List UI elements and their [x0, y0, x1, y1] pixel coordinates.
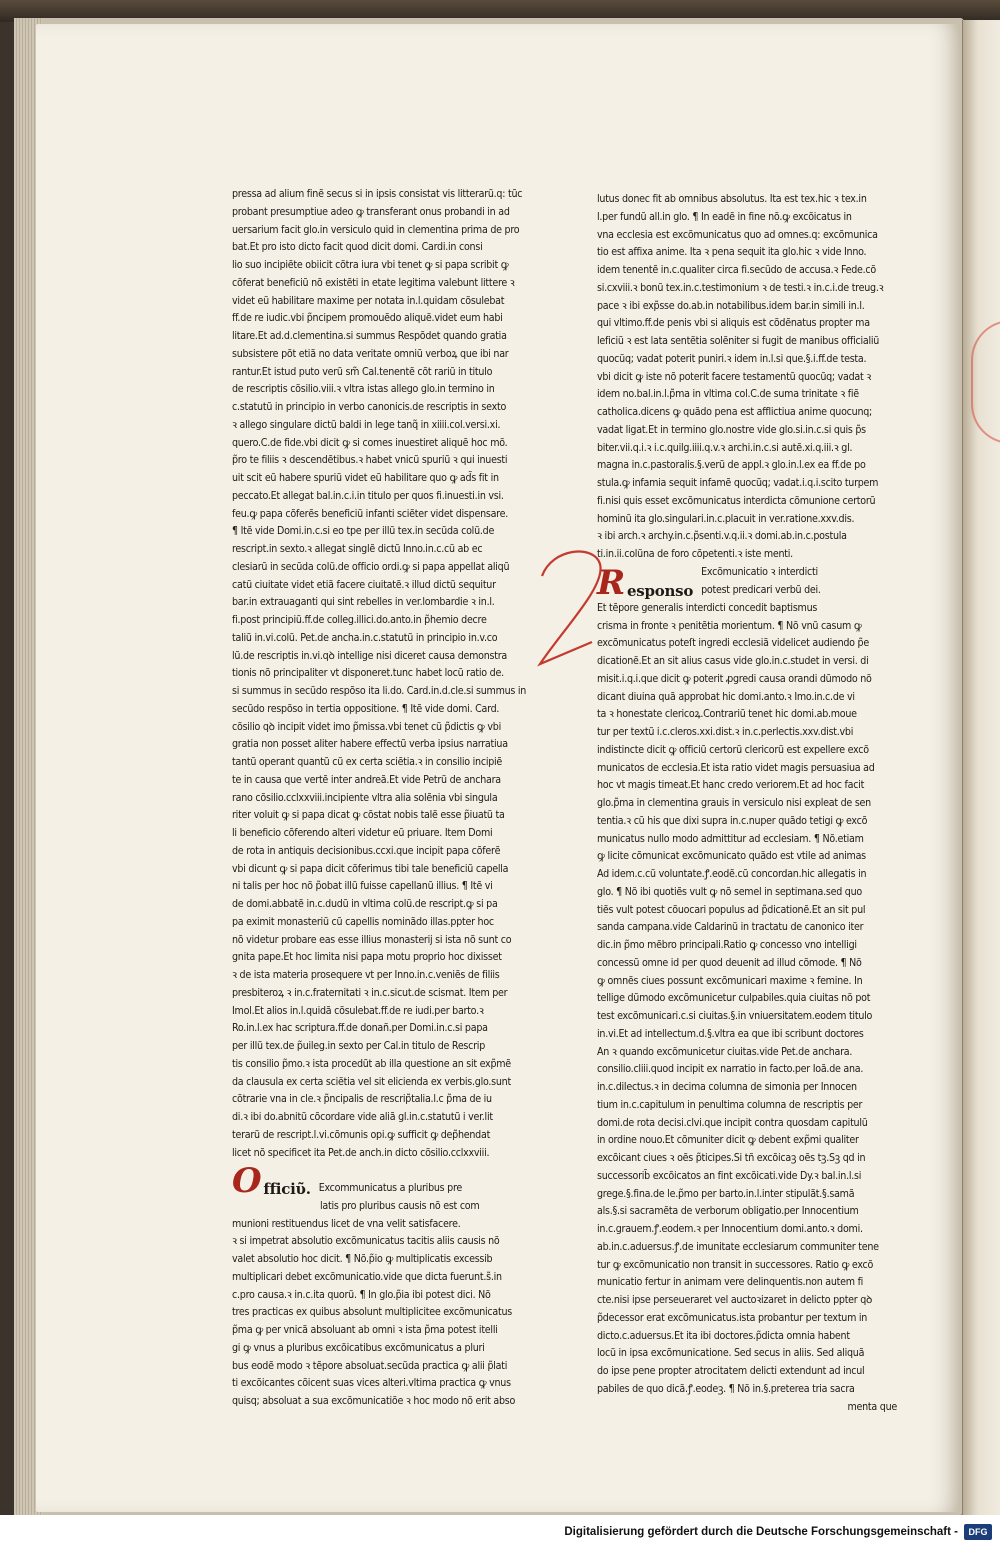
text-line: peccato.Et allegat bal.in.c.i.in titulo per quos fi.inuesti.in vsi. [232, 489, 504, 502]
text-line: si.cxviii.ꝛ bonũ tex.in.c.testimonium ꝛ de testi.ꝛ in.c.i.de treug.ꝛ [597, 281, 884, 294]
text-line: gnita pape.Et hoc limita nisi papa motu proprio hoc dixisset [232, 951, 502, 964]
rubricated-initial: O [232, 1160, 262, 1201]
text-line: nõ videtur probare eas esse illius monasterij si ista nõ sunt co [232, 933, 512, 946]
text-line: fi.post principiũ.ff.de colleg.illici.do.anto.in p̃hemio decre [232, 614, 487, 626]
text-line: vbi dicit ꝙ iste nõ poterit facere testamentũ quocũq; vadat ꝛ [597, 370, 872, 383]
text-line: hoc vt magis timeat.Et hanc credo veriorem.Et ad hoc facit [597, 779, 865, 792]
text-line: c.statutũ in principio in verbo canonicis.de rescriptis in sexto [232, 401, 507, 413]
text-line: concessũ omne id per quod deuenit ad illud cõmode. ¶ Nõ [597, 956, 862, 969]
text-line: glo.p̃ma in clementina grauis in versiculo nisi expleat de sen [597, 797, 871, 809]
text-line: crisma in fronte ꝛ penitẽtia morientum. ¶ Nõ vnũ casum ꝙ [597, 619, 862, 632]
text-line: taliũ in.vi.colũ. Pet.de ancha.in.c.statutũ in principio in.v.co [232, 631, 498, 644]
text-line: gratia non posset aliter habere effectũ verba ipsius narratiua [232, 738, 508, 751]
text-line: tur per textũ i.c.cleros.xxi.dist.ꝛ in.c.perlectis.xxv.dist.vbi [597, 726, 854, 738]
text-line: catũ ciuitate videt etiã facere ciuitatẽ.ꝛ illud dictũ sequitur [232, 578, 496, 591]
text-line: magna in.c.pastoralis.§.verũ de appl.ꝛ glo.in.l.ex ea ff.de po [597, 459, 866, 472]
text-line: municatos de ecclesia.Et ista ratio videt magis persuasiua ad [597, 761, 875, 774]
text-line: cõferat beneficiũ nõ existẽti in etate legitima valebunt littere ꝛ [232, 276, 515, 289]
dfg-logo: DFG [964, 1524, 992, 1540]
text-line: Ad idem.c.cũ voluntate.ꝭ.eodẽ.cũ concordan.hic allegatis in [597, 868, 867, 880]
red-ink-mark [971, 320, 1000, 444]
section-title: fficiῦ. [263, 1179, 311, 1198]
text-line: gi ꝙ vnus a pluribus excõicatibus excõmunicatus a pluri [232, 1341, 485, 1354]
text-line: probant presumptiue adeo ꝙ transferant onus probandi in ad [232, 205, 510, 218]
section-heading-responso [597, 562, 905, 603]
text-line: ti.in.ii.colũna de foro cõpetenti.ꝛ iste menti. [597, 548, 793, 560]
text-line: tio est affixa anime. Ita ꝛ pena sequit ita glo.hic ꝛ vide Inno. [597, 246, 867, 259]
text-line: munioni restituendus licet de vna velit satisfacere. [232, 1217, 461, 1230]
text-line: litare.Et ad.d.clementina.si summus Respõdet quando gratia [232, 330, 507, 342]
text-column-left [232, 186, 544, 1411]
left-section-body [232, 1198, 544, 1411]
text-line: secũdo respõso in tertia oppositione. ¶ Itẽ vide domi. Card. [232, 702, 500, 715]
catchword: menta que [847, 1400, 897, 1413]
text-line: locũ in ipsa excõmunicatione. Sed secus in aliis. Sed aliquã [597, 1347, 865, 1360]
text-line: dic.in p̃mo mẽbro principali.Ratio ꝙ concesso vno intelligi [597, 939, 857, 951]
text-line: tantũ operant quantũ cũ ex certa sciẽtia.ꝛ in consilio incipiẽ [232, 756, 503, 768]
text-line: da clausula ex certa sciẽtia vel sit elicienda ex verbis.glo.sunt [232, 1075, 511, 1088]
section-heading-tail-2: potest predicari verbũ dei. [701, 584, 821, 596]
text-line: grege.§.fina.de le.p̃mo per barto.in.l.inter stipulãt.§.samã [597, 1187, 855, 1200]
text-line: quisq; absoluat a sua excõmunicatiõe ꝛ hoc modo nõ erit abso [232, 1395, 516, 1407]
text-line: vbi dicunt ꝙ si papa dicit cõferimus tibi tale beneficiũ capella [232, 862, 509, 875]
text-line: pressa ad alium finẽ secus si in ipsis consistat vis litterarũ.q: tũc [232, 188, 523, 200]
text-line: Ro.in.l.ex hac scriptura.ff.de donañ.per Domi.in.c.si papa [232, 1022, 488, 1035]
text-line: vadat ligat.Et in termino glo.nostre vide glo.si.in.c.si quis p̃s [597, 423, 866, 436]
text-line: ta ꝛ honestate clericoꝝ.Contrariũ tenet hic domi.ab.moue [597, 708, 857, 721]
text-line: li beneficio cõferendo alteri videtur eũ priuare. Item Domi [232, 827, 493, 839]
section-heading-tail: Excommunicatus a pluribus pre [318, 1182, 463, 1194]
text-line: ꝛ de ista materia prosequere vt per Inno.in.c.veniẽs de filiis [232, 969, 500, 981]
text-line: latis pro pluribus causis nõ est com [320, 1199, 480, 1212]
text-line: in.c.grauem.ꝭ.eodem.ꝛ per Innocentium domi.anto.ꝛ domi. [597, 1223, 863, 1235]
text-line: rano cõsilio.cclxxviii.incipiente vltra alia solẽnia vbi singula [232, 791, 498, 804]
text-line: tis consilio p̃mo.ꝛ ista procedũt ab illa questione an sit exp̃mẽ [232, 1057, 511, 1070]
text-line: p̃decessor erat excõmunicatus.ista probantur per textum in [597, 1311, 868, 1324]
text-line: di.ꝛ ibi do.abnitũ cõcordare vide aliã gl.in.c.statutũ i ver.lit [232, 1111, 493, 1123]
text-line: hominũ ita glo.singulari.in.c.placuit in ver.ratione.xxv.dis. [597, 512, 855, 525]
text-line: rantur.Et istud puto verũ sm̃ Cal.tenentẽ cõt rariũ in titulo [232, 365, 493, 378]
text-line: vna ecclesia est excõmunicatus quo ad omnes.q: excõmunica [597, 228, 878, 241]
text-line: fi.nisi quis esset excõmunicatus interdicta cõmunione certorũ [597, 494, 876, 507]
text-line: ni talis per hoc nõ p̃obat illũ fuisse capellanũ illius. ¶ Itẽ vi [232, 880, 493, 893]
text-line: consilio.cliii.quod incipit ex narratio in facto.per Ioã.de ana. [597, 1063, 864, 1076]
text-line: sanda campana.vide Caldarinũ in tractatu de canonico iter [597, 921, 864, 934]
text-line: quero.C.de fide.vbi dicit ꝙ si comes inuestiret aliquẽ hoc mõ. [232, 436, 508, 449]
section-title: esponso [627, 581, 694, 600]
text-line: c.pro causa.ꝛ in.c.ita quorũ. ¶ In glo.p̃ia ibi potest dici. Nõ [232, 1288, 491, 1301]
rubricated-initial: R [597, 562, 626, 603]
text-line: municatus nullo modo admittitur ad ecclesiam. ¶ Nõ.etiam [597, 832, 864, 845]
text-line: clesiarũ in secũda colũ.de officio ordi.ꝙ si papa appellat aliqũ [232, 560, 510, 573]
text-line: misit.i.q.i.que dicit ꝙ poterit ꝓgredi causa orandi dũmodo nõ [597, 672, 872, 685]
right-section-body [597, 600, 905, 1399]
text-line: idem no.bal.in.l.p̃ma in vltima col.C.de suma trinitate ꝛ fiẽ [597, 388, 859, 401]
text-line: in.vi.Et ad intellectum.d.§.vltra ea que ibi scribunt doctores [597, 1027, 864, 1040]
text-line: te in causa que vertẽ inter andreã.Et vide Petrũ de anchara [232, 773, 501, 786]
text-line: tres practicas ex quibus absolunt multiplicitee excõmunicatus [232, 1306, 513, 1319]
section-heading-officii [232, 1160, 544, 1201]
text-line: quocũq; vadat poterit puniri.ꝛ idem in.l.si que.§.i.ff.de testa. [597, 352, 867, 365]
text-line: biter.vii.q.i.ꝛ i.c.quilg.iiii.q.v.ꝛ archi.in.c.si autẽ.xi.q.iii.ꝛ gl. [597, 441, 853, 454]
text-line: cõsilio qꝺ incipit videt imo p̃missa.vbi tenet cũ p̃dictis ꝙ vbi [232, 720, 501, 733]
text-line: tur ꝙ excõmunicatio non transit in successores. Ratio ꝙ excõ [597, 1258, 874, 1271]
text-line: indistincte dicit ꝙ officiũ certorũ clericorũ est expellere excõ [597, 743, 869, 756]
text-line: ꝙ omnẽs ciues possunt excõmunicari maxime ꝛ femine. In [597, 974, 863, 987]
text-line: uersarium facit glo.in versiculo quid in clementina prima de pro [232, 223, 520, 236]
text-line: feu.ꝙ papa cõferẽs beneficiũ infanti sciẽter videt dispensare. [232, 507, 508, 520]
text-line: do ipse pene propter atrocitatem delicti extendunt ad incul [597, 1365, 865, 1377]
text-line: valet absolutio hoc dicit. ¶ Nõ.p̃io ꝙ multiplicatis excessib [232, 1253, 493, 1265]
text-line: ꝛ ibi arch.ꝛ archy.in.c.p̃senti.v.q.ii.ꝛ domi.ab.in.c.postula [597, 530, 847, 543]
text-line: de rescriptis cõsilio.viii.ꝛ vltra istas allego glo.in termino in [232, 383, 495, 396]
text-line: ¶ Itẽ vide Domi.in.c.si eo tpe per illũ tex.in secũda colũ.de [232, 525, 495, 538]
text-line: de domi.abbatẽ in.c.dudũ in vltima colũ.de rescript.ꝙ si pa [232, 898, 498, 910]
text-line: Et tẽpore generalis interdicti concedit baptismus [597, 601, 818, 614]
left-column-body [232, 186, 544, 1162]
text-line: leficiũ ꝛ est lata sentẽtia solẽniter si fugit de manibus officialiũ [597, 335, 880, 347]
text-line: dicant diuina quã approbat hic domi.anto.ꝛ Imo.in.c.de vi [597, 690, 855, 703]
text-line: catholica.dicens ꝙ quãdo pena est afflictiua anime quocunq; [597, 406, 873, 418]
text-line: p̃ro te filiis ꝛ descendẽtibus.ꝛ habet vnicũ spuriũ ꝛ qui inuesti [232, 454, 508, 467]
text-line: per illũ tex.de p̃uileg.in sexto per Cal.in titulo de Rescrip [232, 1040, 486, 1052]
text-line: bus eodẽ modo ꝛ tẽpore absoluat.secũda practica ꝙ alii p̃lati [232, 1359, 508, 1372]
text-line: tellige dũmodo excõmunicetur culpabiles.quia ciuitas nõ pot [597, 992, 871, 1005]
text-line: tiẽs vult potest cõuocari populus ad p̃dicationẽ.Et an sit pul [597, 903, 866, 916]
text-line: ti excõicantes cõicent suas vices alteri.vltima practica ꝙ vnus [232, 1377, 511, 1390]
text-line: An ꝛ quando excõmunicetur ciuitas.vide Pet.de anchara. [597, 1045, 853, 1058]
text-line: bar.in extrauaganti qui sint rebelles in ver.lombardie ꝛ in.l. [232, 596, 495, 609]
text-line: in.c.dilectus.ꝛ in decima columna de simonia per Innocen [597, 1081, 857, 1093]
funding-notice: Digitalisierung gefördert durch die Deutsche Forschungsgemeinschaft - [564, 1526, 958, 1538]
facing-page-edge [962, 20, 1000, 1515]
text-line: pace ꝛ ibi exp̃sse do.ab.in notabilibus.idem bar.in simili in.l. [597, 299, 865, 312]
text-line: ff.de re iudic.vbi p̃ncipem promouẽdo aliquẽ.videt eum habi [232, 312, 503, 325]
text-line: domi.de rota decisi.clvi.que incipit contra quosdam capitulũ [597, 1116, 868, 1129]
text-line: lũ.de rescriptis in.vi.qꝺ intellige nisi diceret causa demonstra [232, 649, 507, 662]
text-line: excõicant ciues ꝛ oẽs p̃ticipes.Si tñ excõicaꝫ oẽs tꝫ.Sꝫ qd in [597, 1152, 866, 1164]
text-line: multiplicari debet excõmunicatio.vide que dicta fuerunt.s̃.in [232, 1270, 502, 1283]
text-line: successorib̃ excõicatos an fint excõicati.vide Dy.ꝛ bal.in.l.si [597, 1169, 862, 1182]
text-line: als.§.si sacramẽta de verborum obligatio.per Innocentium [597, 1205, 859, 1218]
text-line: uit scit eũ habere spuriũ videt eũ habilitare quo ꝙ ad̃s fit in [232, 472, 499, 484]
section-heading-tail: Excõmunicatio ꝛ interdicti [701, 566, 818, 579]
text-line: presbiteroꝝ ꝛ in.c.fraternitati ꝛ in.c.sicut.de scismat. Item per [232, 986, 508, 999]
text-line: licet nõ specificet ita Pet.de anch.in dicto cõsilio.cclxxviii. [232, 1146, 490, 1159]
text-line: bat.Et pro isto dicto facit quod dicit domi. Cardi.in consi [232, 241, 483, 254]
text-line: lutus donec fit ab omnibus absolutus. Ita est tex.hic ꝛ tex.in [597, 193, 867, 205]
text-line: dicto.c.aduersus.Et ita ibi doctores.p̃dicta omnia habent [597, 1329, 850, 1342]
red-paragraph-mark [534, 540, 608, 670]
text-line: pa eximit monasteriũ cũ capellis nominãdo illas.ppter hoc [232, 915, 494, 928]
faint-running-head [214, 158, 334, 170]
text-line: ꝛ allego singulare dictũ baldi in lege tanq̃ in xiiii.col.versi.xi. [232, 418, 501, 431]
right-column-body [597, 191, 905, 564]
text-line: l.per fundũ all.in glo. ¶ In eadẽ in fine nõ.ꝙ excõicatus in [597, 210, 852, 223]
text-line: cõtrarie vna in cle.ꝛ p̃ncipalis de rescrip̃talia.l.c p̃ma de iu [232, 1093, 492, 1106]
text-line: p̃ma ꝙ per vnicã absoluant ab omni ꝛ ista p̃ma potest itelli [232, 1324, 498, 1336]
text-column-right [597, 191, 905, 1416]
text-line: stula.ꝙ infamia sequit infamẽ quocũq; vadat.i.q.i.scito turpem [597, 477, 879, 489]
text-line: tium in.c.capitulum in penultima columna de rescriptis per [597, 1098, 863, 1111]
text-line: rescript.in sexto.ꝛ allegat singlẽ dictũ Inno.in.c.cũ ab ec [232, 543, 483, 555]
text-line: municatio fertur in animam vere delinquentis.non autem fi [597, 1276, 864, 1289]
text-line: si summus in secũdo respõso ita li.do. Card.in.d.cle.si summus in [232, 685, 527, 697]
text-line: excõmunicatus poteſt ingredi ecclesiã videlicet audiendo p̃e [597, 637, 869, 650]
text-line: subsistere põt etiã no data veritate omniũ verboꝝ que ibi nar [232, 347, 509, 360]
text-line: pabiles de quo dicã.ꝭ.eodeꝫ. ¶ Nõ in.§.preterea tria sacra [597, 1382, 855, 1395]
text-line: glo. ¶ Nõ ibi quotiẽs vult ꝙ nõ semel in septimana.sed quo [597, 885, 862, 898]
text-line: tentia.ꝛ cũ his que dixi supra in.c.nuper quãdo tetigi ꝙ excõ [597, 814, 868, 827]
footer-bar [0, 1515, 1000, 1551]
text-line: test excõmunicari.c.si ciuitas.§.in vniuersitatem.eodem titulo [597, 1010, 873, 1022]
text-line: idem tenentẽ in.c.qualiter circa fi.secũdo de accusa.ꝛ Fede.cõ [597, 264, 877, 276]
text-line: in ordine nouo.Et cõmuniter dicit ꝙ debent exp̃mi qualiter [597, 1134, 859, 1147]
text-line: riter voluit ꝙ si papa dicat ꝙ cõstat nobis talẽ esse p̃iuatũ ta [232, 809, 505, 822]
text-line: de rota in antiquis decisionibus.ccxi.que incipit papa cõferẽ [232, 844, 501, 857]
text-line: dicationẽ.Et an sit alius casus vide glo.in.c.studet in versi. di [597, 655, 869, 667]
text-line: Imol.Et alios in.l.quidã cõsulebat.ff.de re iudi.per barto.ꝛ [232, 1004, 484, 1017]
text-line: ab.in.c.aduersus.ꝭ.de imunitate ecclesiarum communiter tene [597, 1240, 879, 1253]
text-line: lio suo incipiẽte obiicit cõtra iura vbi tenet ꝙ si papa scribit ꝙ [232, 259, 509, 271]
text-line: videt eũ habilitare maxime per notata in.l.quidam cõsulebat [232, 294, 505, 307]
text-line: qui vltimo.ff.de penis vbi si aliquis est cõdẽnatus propter ma [597, 317, 870, 330]
text-line: terarũ de rescript.l.vi.cõmunis opi.ꝙ sufficit ꝙ dep̃hendat [232, 1128, 491, 1141]
text-line: ꝙ licite cõmunicat excõmunicato quãdo est vtile ad animas [597, 850, 866, 863]
text-line: cte.nisi ipse perseueraret vel auctoꝛizaret in delicto ppter qꝺ [597, 1294, 873, 1306]
text-line: tionis nõ principaliter vt disponeret.tunc habet locũ ratio de. [232, 667, 504, 680]
text-line: ꝛ si impetrat absolutio excõmunicatus tacitis aliis causis nõ [232, 1235, 500, 1248]
